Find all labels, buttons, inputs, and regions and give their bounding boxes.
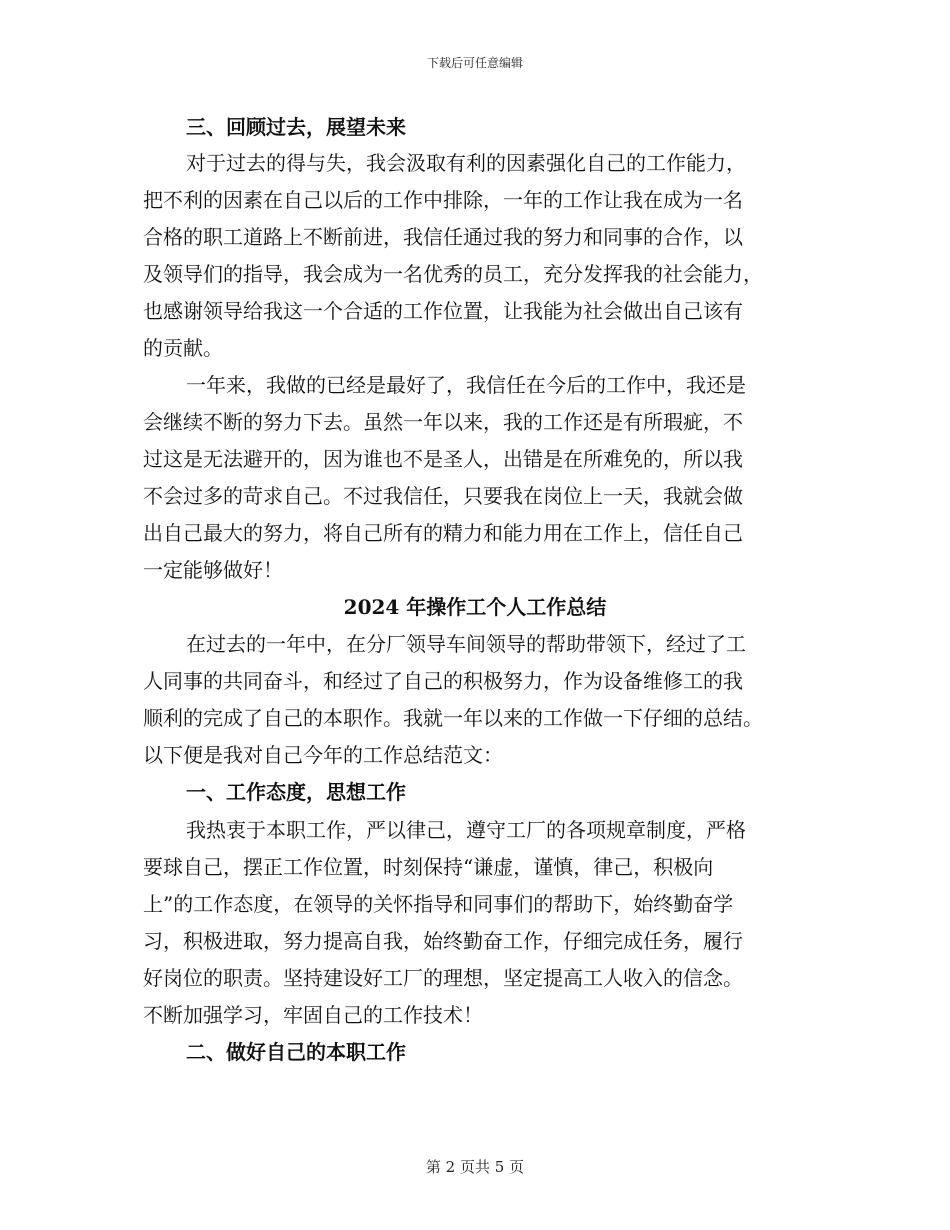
section-heading: 三、回顾过去，展望未来: [186, 115, 406, 139]
paragraph-line: 也感谢领导给我这一个合适的工作位置，让我能为社会做出自己该有: [143, 299, 743, 323]
paragraph-line: 及领导们的指导，我会成为一名优秀的员工，充分发挥我的社会能力，: [143, 262, 763, 286]
paragraph-line: 出自己最大的努力，将自己所有的精力和能力用在工作上，信任自己: [143, 521, 743, 545]
page-footer: 第 2 页共 5 页: [425, 1158, 525, 1176]
paragraph-line: 以下便是我对自己今年的工作总结范文：: [143, 743, 503, 767]
paragraph-line: 上”的工作态度，在领导的关怀指导和同事们的帮助下，始终勤奋学: [143, 892, 734, 916]
paragraph-line: 过这是无法避开的，因为谁也不是圣人，出错是在所难免的，所以我: [143, 447, 743, 471]
paragraph-line: 会继续不断的努力下去。虽然一年以来，我的工作还是有所瑕疵，不: [143, 410, 743, 434]
section-heading: 一、工作态度，思想工作: [186, 780, 406, 804]
paragraph-line: 人同事的共同奋斗，和经过了自己的积极努力，作为设备维修工的我: [143, 669, 743, 693]
paragraph-line: 一定能够做好！: [143, 558, 283, 582]
paragraph-line: 要球自己，摆正工作位置，时刻保持“谦虚，谨慎，律己，积极向: [143, 855, 714, 879]
paragraph-line: 对于过去的得与失，我会汲取有利的因素强化自己的工作能力，: [186, 151, 746, 175]
paragraph-line: 好岗位的职责。坚持建设好工厂的理想，坚定提高工人收入的信念。: [143, 966, 743, 990]
paragraph-line: 顺利的完成了自己的本职作。我就一年以来的工作做一下仔细的总结。: [143, 706, 763, 730]
paragraph-line: 一年来，我做的已经是最好了，我信任在今后的工作中，我还是: [186, 373, 746, 397]
page-header: 下载后可任意编辑: [426, 56, 523, 70]
paragraph-line: 不会过多的苛求自己。不过我信任，只要我在岗位上一天，我就会做: [143, 484, 743, 508]
paragraph-line: 的贡献。: [143, 336, 223, 360]
article-title: 2024 年操作工个人工作总结: [343, 595, 607, 619]
paragraph-line: 把不利的因素在自己以后的工作中排除，一年的工作让我在成为一名: [143, 188, 743, 212]
section-heading: 二、做好自己的本职工作: [186, 1040, 406, 1064]
paragraph-line: 不断加强学习，牢固自己的工作技术！: [143, 1003, 483, 1027]
paragraph-line: 合格的职工道路上不断前进，我信任通过我的努力和同事的合作，以: [143, 225, 743, 249]
paragraph-line: 在过去的一年中，在分厂领导车间领导的帮助带领下，经过了工: [186, 632, 746, 656]
paragraph-line: 我热衷于本职工作，严以律己，遵守工厂的各项规章制度，严格: [186, 818, 746, 842]
paragraph-line: 习，积极进取，努力提高自我，始终勤奋工作，仔细完成任务，履行: [143, 929, 743, 953]
